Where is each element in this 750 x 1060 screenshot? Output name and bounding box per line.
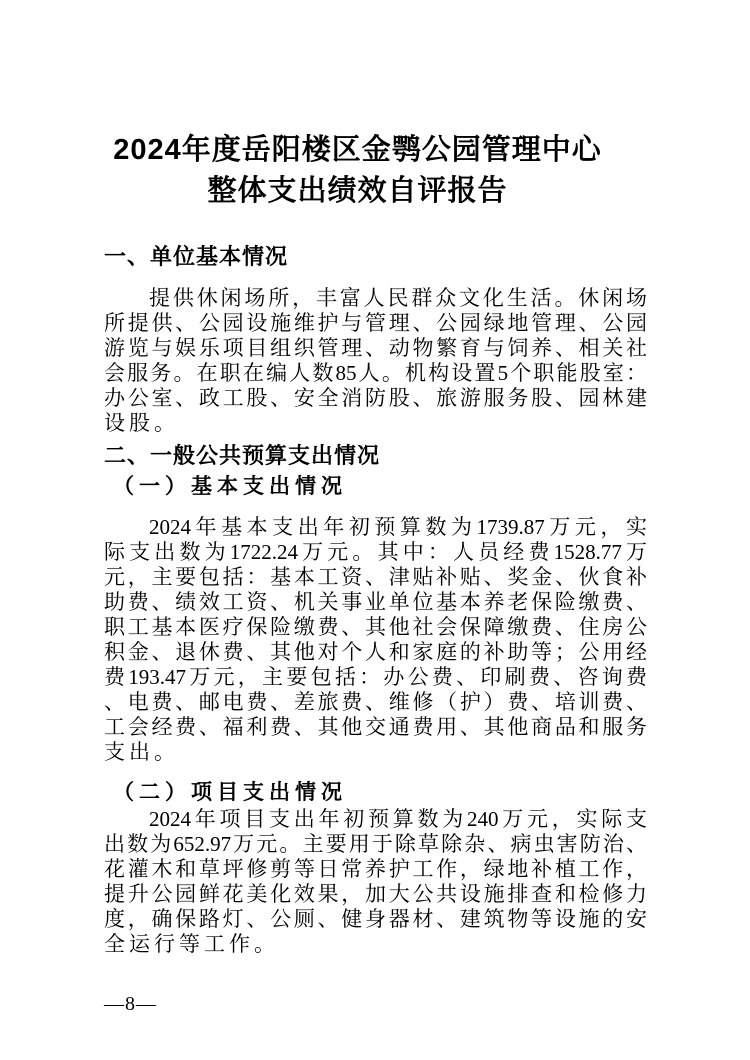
text-line: 提升公园鲜花美化效果，加大公共设施排查和检修力 bbox=[104, 882, 647, 906]
title-line-1: 2024年度岳阳楼区金鹗公园管理中心 bbox=[113, 134, 602, 166]
section-2-heading: 二、一般公共预算支出情况 bbox=[104, 443, 381, 468]
text-line: 工会经费、福利费、其他交通费用、其他商品和服务 bbox=[104, 715, 647, 739]
text-line: 设股。 bbox=[104, 411, 179, 435]
text-line: 费193.47万元，主要包括：办公费、印刷费、咨询费 bbox=[104, 665, 647, 689]
text-line: 会服务。在职在编人数85人。机构设置5个职能股室： bbox=[104, 361, 647, 385]
text-line: 际支出数为1722.24万元。其中：人员经费1528.77万 bbox=[104, 540, 647, 564]
subsection-heading-basic-expense: （一）基本支出情况 bbox=[113, 474, 347, 498]
text-line: 职工基本医疗保险缴费、其他社会保障缴费、住房公 bbox=[104, 615, 647, 639]
title-line-2: 整体支出绩效自评报告 bbox=[207, 175, 508, 207]
text-line: 出数为652.97万元。主要用于除草除杂、病虫害防治、 bbox=[104, 832, 647, 856]
text-line: 花灌木和草坪修剪等日常养护工作，绿地补植工作， bbox=[104, 857, 647, 881]
document-content bbox=[104, 0, 647, 957]
text-line: 2024年基本支出年初预算数为1739.87万元，实 bbox=[149, 515, 647, 539]
paragraph-project-expense bbox=[104, 807, 647, 957]
paragraph-basic-expense bbox=[104, 515, 647, 765]
text-line: 积金、退休费、其他对个人和家庭的补助等；公用经 bbox=[104, 640, 647, 664]
text-line: 游览与娱乐项目组织管理、动物繁育与饲养、相关社 bbox=[104, 336, 647, 360]
document-title bbox=[104, 130, 647, 212]
text-line: 元，主要包括：基本工资、津贴补贴、奖金、伙食补 bbox=[104, 565, 647, 589]
text-line: 支出。 bbox=[104, 740, 179, 764]
text-line: 全运行等工作。 bbox=[104, 932, 279, 956]
page-number: —8— bbox=[104, 993, 157, 1015]
text-line: 助费、绩效工资、机关事业单位基本养老保险缴费、 bbox=[104, 590, 647, 614]
text-line: 办公室、政工股、安全消防股、旅游服务股、园林建 bbox=[104, 386, 647, 410]
text-line: 提供休闲场所，丰富人民群众文化生活。休闲场 bbox=[149, 286, 647, 310]
paragraph-unit-overview bbox=[104, 286, 647, 436]
text-line: 所提供、公园设施维护与管理、公园绿地管理、公园 bbox=[104, 311, 647, 335]
text-line: 2024年项目支出年初预算数为240万元，实际支 bbox=[149, 807, 647, 831]
text-line: 度，确保路灯、公厕、健身器材、建筑物等设施的安 bbox=[104, 907, 647, 931]
section-1-heading: 一、单位基本情况 bbox=[104, 244, 289, 269]
subsection-heading-project-expense: （二）项目支出情况 bbox=[113, 780, 347, 804]
text-line: 、电费、邮电费、差旅费、维修（护）费、培训费、 bbox=[104, 690, 647, 714]
